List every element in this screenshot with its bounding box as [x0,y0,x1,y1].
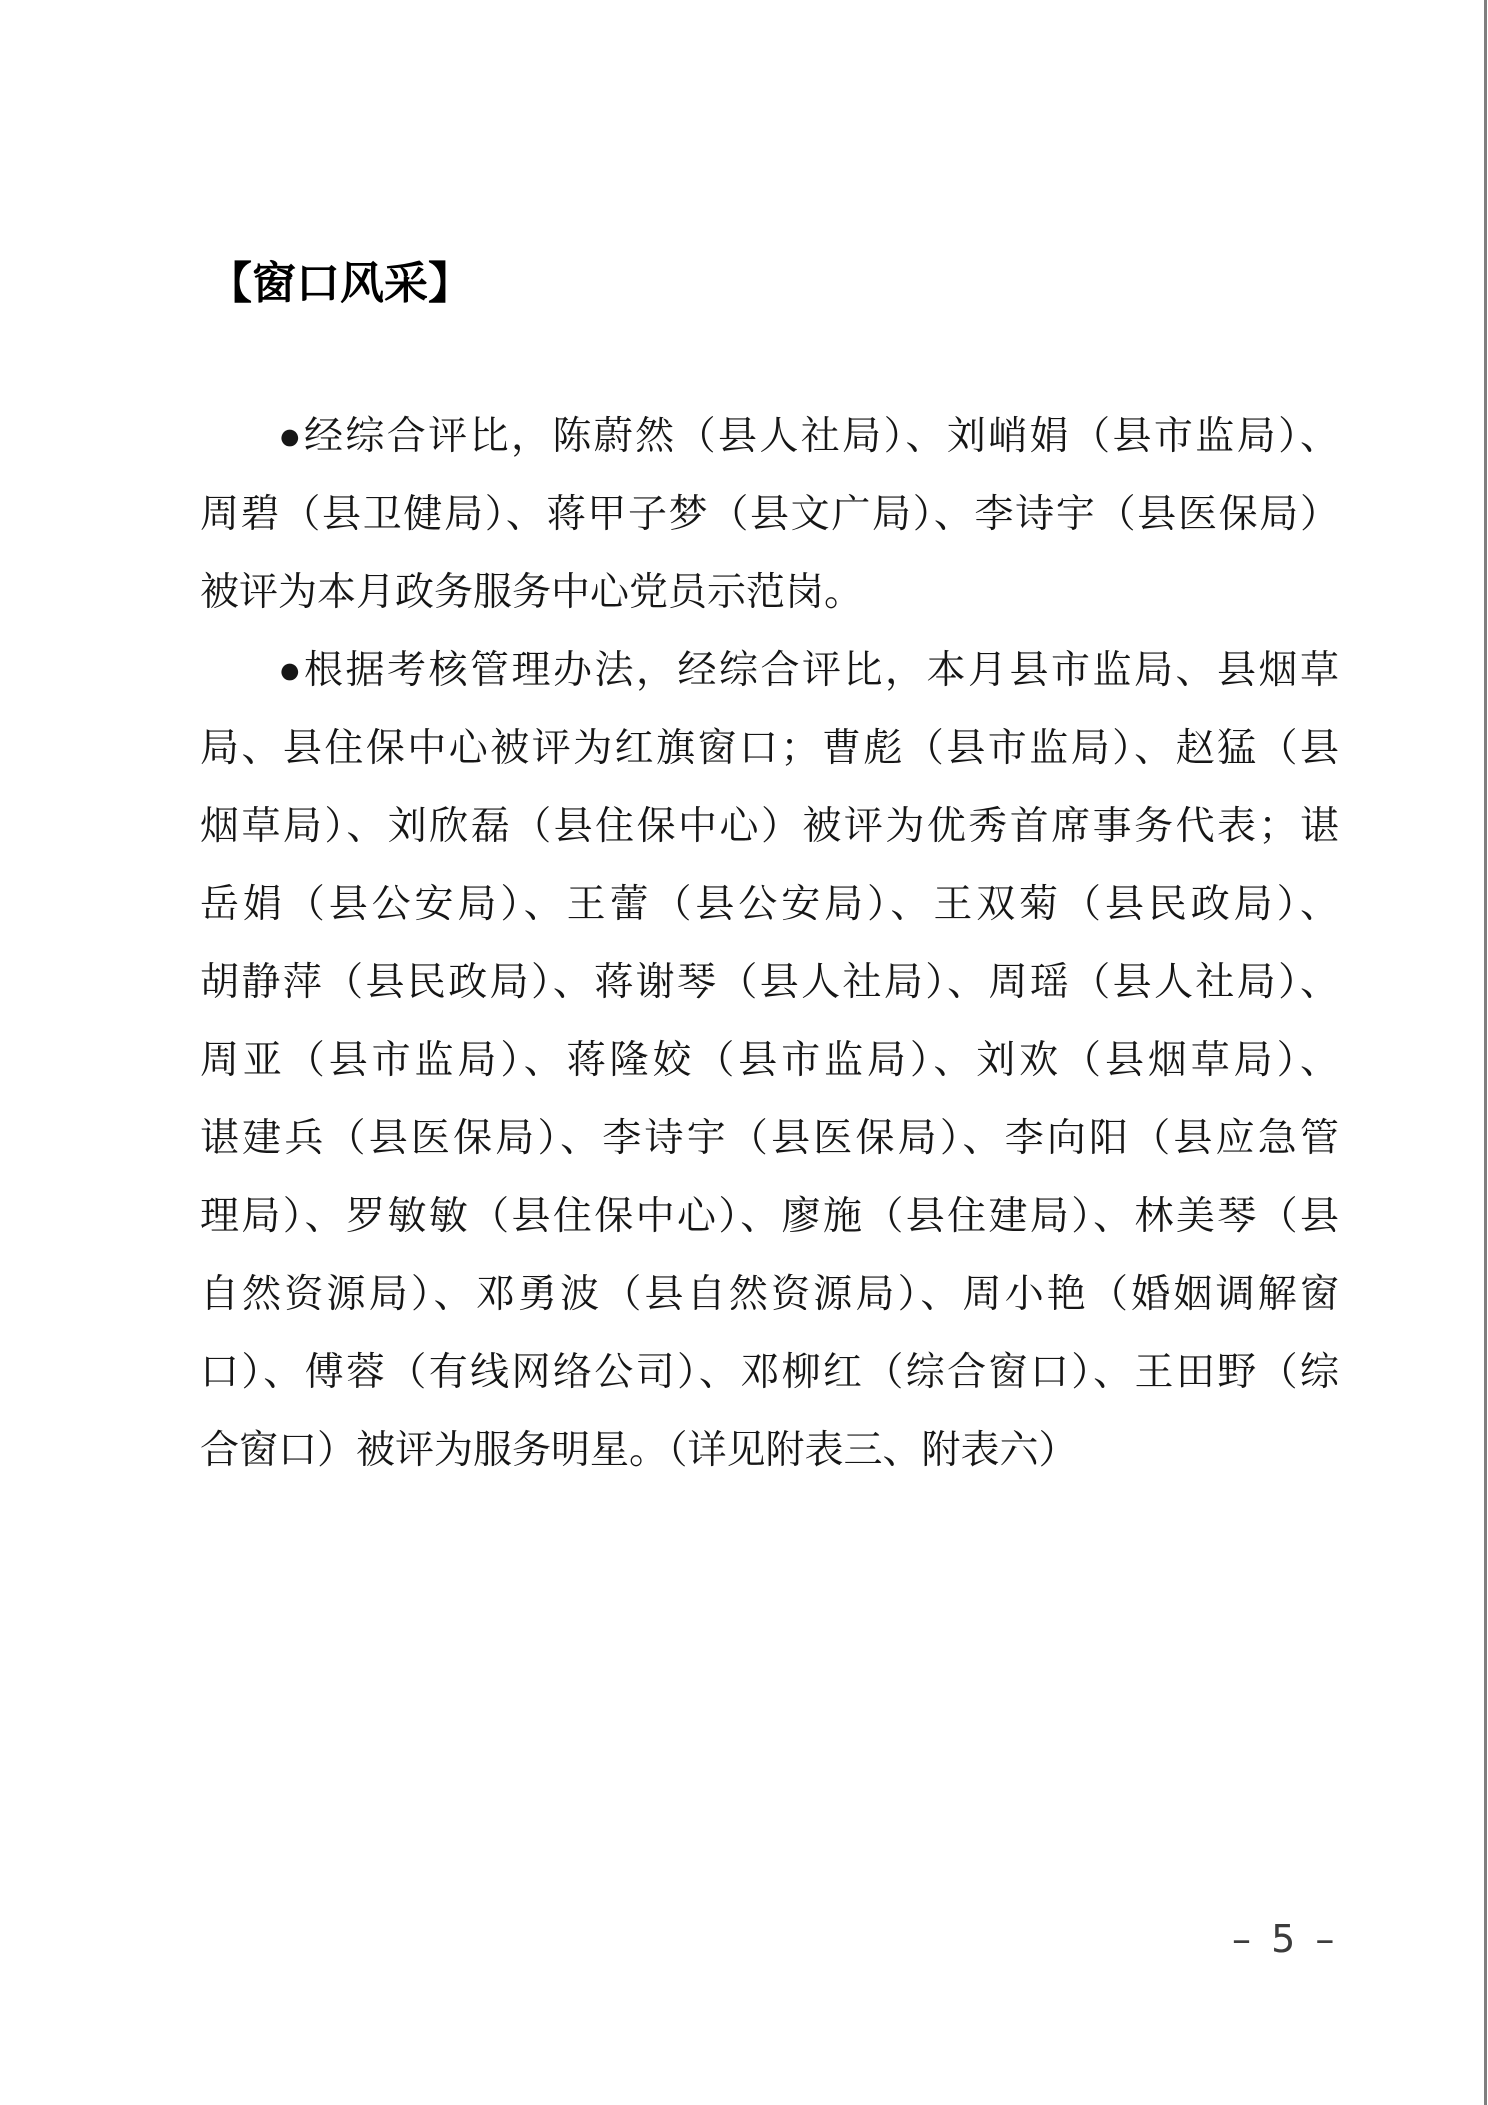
body-line: 合窗口）被评为服务明星。（详见附表三、附表六） [200,1429,1078,1472]
document-body [200,398,1339,1490]
page-number: – 5 – [1232,1917,1339,1961]
section-title: 【窗口风采】 [208,258,472,309]
body-line: 胡静萍（县民政局）、蒋谢琴（县人社局）、周瑶（县人社局）、 [200,961,1339,1004]
body-line: 烟草局）、刘欣磊（县住保中心）被评为优秀首席事务代表；谌 [200,805,1339,848]
body-line: 被评为本月政务服务中心党员示范岗。 [200,571,864,614]
body-line: 口）、傅蓉（有线网络公司）、邓柳红（综合窗口）、王田野（综 [200,1351,1339,1394]
scan-edge-line [1484,0,1487,2105]
body-line: 周碧（县卫健局）、蒋甲子梦（县文广局）、李诗宇（县医保局） [200,493,1339,536]
body-line: 周亚（县市监局）、蒋隆姣（县市监局）、刘欢（县烟草局）、 [200,1039,1339,1082]
body-line: ●根据考核管理办法，经综合评比，本月县市监局、县烟草 [278,649,1339,692]
body-line: 理局）、罗敏敏（县住保中心）、廖施（县住建局）、林美琴（县 [200,1195,1339,1238]
body-line: 岳娟（县公安局）、王蕾（县公安局）、王双菊（县民政局）、 [200,883,1339,926]
body-line: 局、县住保中心被评为红旗窗口；曹彪（县市监局）、赵猛（县 [200,727,1339,770]
body-line: 自然资源局）、邓勇波（县自然资源局）、周小艳（婚姻调解窗 [200,1273,1339,1316]
body-line: 谌建兵（县医保局）、李诗宇（县医保局）、李向阳（县应急管 [200,1117,1339,1160]
body-line: ●经综合评比，陈蔚然（县人社局）、刘峭娟（县市监局）、 [278,415,1339,458]
